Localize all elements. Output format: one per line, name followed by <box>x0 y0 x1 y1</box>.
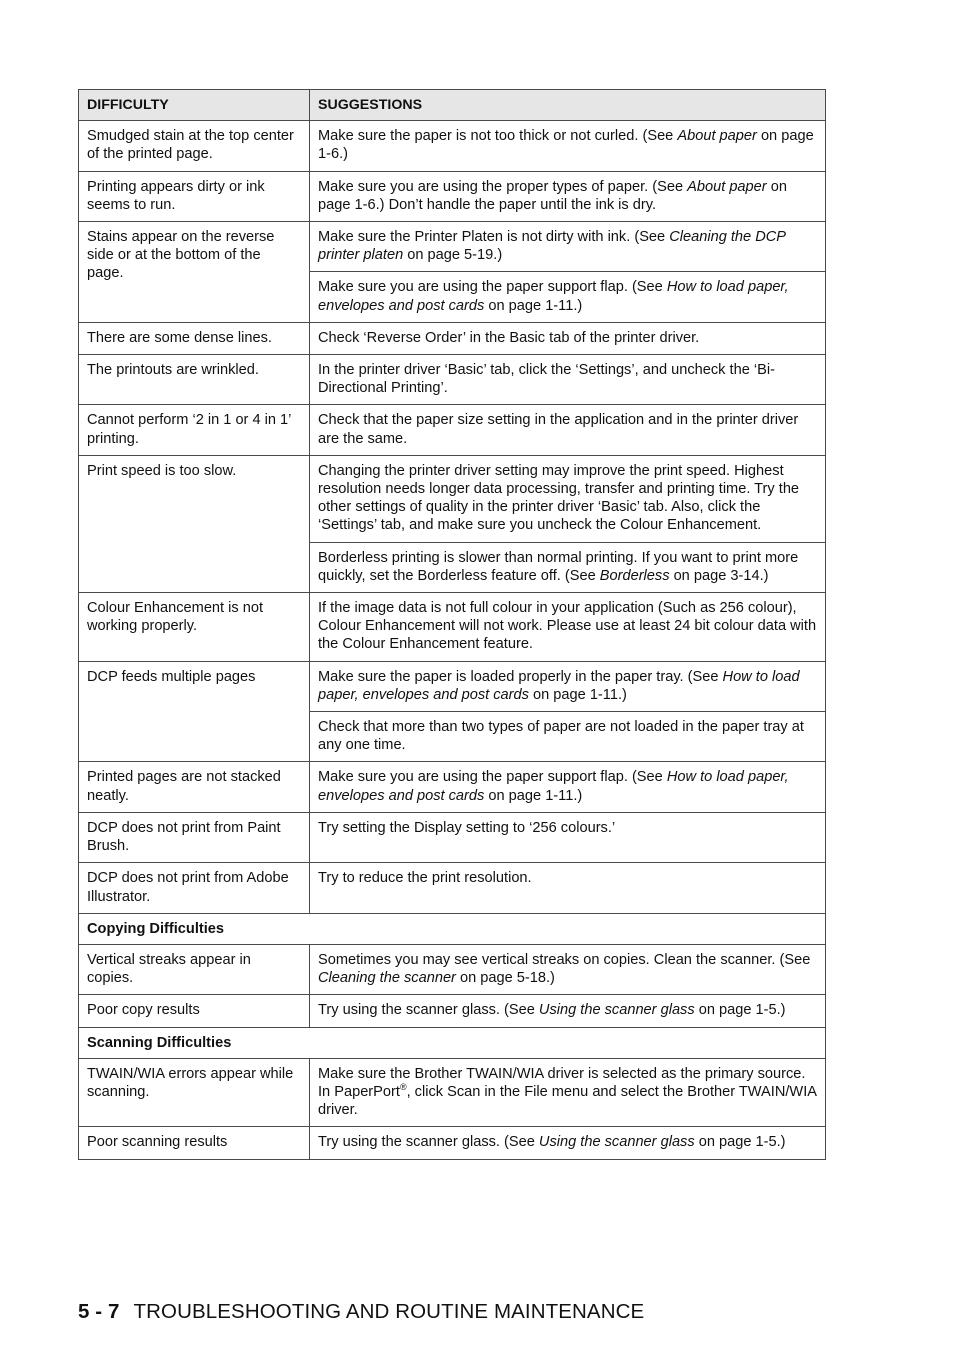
difficulty-cell: DCP does not print from Adobe Illustrator. <box>79 863 310 913</box>
suggestion-text: If the image data is not full colour in your application (Such as 256 colour), Colour Enhancement will not work. Please use at least 24 bit colour data with the Colour Enhancement feature. <box>318 600 817 653</box>
difficulty-cell: Printed pages are not stacked neatly. <box>79 762 310 812</box>
suggestion-text: Make sure the paper is not too thick or not curled. (See <box>318 128 678 145</box>
suggestion-text: Sometimes you may see vertical streaks on copies. Clean the scanner. (See <box>318 951 811 968</box>
suggestion-text: Make sure you are using the proper types of paper. (See <box>318 178 688 195</box>
reference-text: How to load paper, envelopes and post cards <box>318 668 800 703</box>
reference-text: How to load paper, envelopes and post cards <box>318 769 789 804</box>
suggestion-cell <box>310 171 826 221</box>
difficulty-cell: Vertical streaks appear in copies. <box>79 944 310 994</box>
suggestion-cell <box>310 661 826 711</box>
reference-text: Using the scanner glass <box>538 1134 695 1151</box>
reference-text: About paper <box>677 128 757 145</box>
suggestion-text: on page 1-6.) Don’t handle the paper until the ink is dry. <box>318 178 787 213</box>
suggestion-cell <box>310 405 826 455</box>
section-title: Scanning Difficulties <box>79 1027 826 1058</box>
table-row <box>79 1127 826 1159</box>
suggestion-text: Check that more than two types of paper are not loaded in the paper tray at any one time. <box>318 719 804 754</box>
table-row <box>79 812 826 862</box>
suggestion-cell <box>310 222 826 272</box>
suggestion-text: Make sure the Printer Platen is not dirty with ink. (See <box>318 229 670 246</box>
suggestion-text: Borderless printing is slower than normal printing. If you want to print more quickly, set the Borderless feature off. (See <box>318 549 799 584</box>
suggestion-text: on page 1-5.) <box>694 1002 786 1019</box>
suggestion-text: Make sure you are using the paper support flap. (See <box>318 279 667 296</box>
suggestion-cell <box>310 272 826 322</box>
difficulty-cell: Colour Enhancement is not working properly. <box>79 593 310 662</box>
difficulty-cell: TWAIN/WIA errors appear while scanning. <box>79 1058 310 1127</box>
table-row <box>79 121 826 171</box>
header-suggestions: SUGGESTIONS <box>310 90 826 121</box>
section-row <box>79 1027 826 1058</box>
suggestion-cell <box>310 355 826 405</box>
table-row <box>79 355 826 405</box>
table-row <box>79 661 826 711</box>
table-row <box>79 171 826 221</box>
difficulty-cell: Cannot perform ‘2 in 1 or 4 in 1’ printing. <box>79 405 310 455</box>
section-title: Copying Difficulties <box>79 913 826 944</box>
suggestion-cell <box>310 812 826 862</box>
table-body <box>79 121 826 1159</box>
difficulty-cell: DCP does not print from Paint Brush. <box>79 812 310 862</box>
suggestion-text: on page 1-6.) <box>318 128 814 163</box>
suggestion-text: on page 5-19.) <box>403 247 503 264</box>
suggestion-cell <box>310 121 826 171</box>
difficulty-cell: There are some dense lines. <box>79 322 310 354</box>
difficulty-cell: The printouts are wrinkled. <box>79 355 310 405</box>
difficulty-cell: DCP feeds multiple pages <box>79 661 310 762</box>
table-row <box>79 322 826 354</box>
difficulty-cell: Poor scanning results <box>79 1127 310 1159</box>
suggestion-cell <box>310 712 826 762</box>
difficulty-cell: Print speed is too slow. <box>79 455 310 592</box>
table-row <box>79 222 826 272</box>
suggestion-cell <box>310 455 826 542</box>
suggestion-cell <box>310 322 826 354</box>
suggestion-text: Try using the scanner glass. (See <box>318 1002 539 1019</box>
suggestion-text: , click Scan in the File menu and select the Brother TWAIN/WIA driver. <box>318 1083 817 1119</box>
superscript-text: ® <box>399 1082 407 1093</box>
suggestion-text: Changing the printer driver setting may improve the print speed. Highest resolution needs longer data processing, transfer and printing time. Try the other settings of quality in the printer driver ‘Basic’ tab. Also, click the ‘Settings’ tab, and make sure you uncheck the Colour Enhancement. <box>318 462 800 534</box>
difficulty-cell: Printing appears dirty or ink seems to run. <box>79 171 310 221</box>
header-difficulty: DIFFICULTY <box>79 90 310 121</box>
suggestion-cell <box>310 1058 826 1127</box>
page-footer <box>78 1300 644 1324</box>
suggestion-text: Try using the scanner glass. (See <box>318 1134 539 1151</box>
suggestion-cell <box>310 593 826 662</box>
reference-text: About paper <box>687 178 767 195</box>
table-row <box>79 593 826 662</box>
troubleshooting-table <box>78 89 826 1160</box>
reference-text: Borderless <box>599 567 670 584</box>
suggestion-cell <box>310 995 826 1027</box>
difficulty-cell: Smudged stain at the top center of the printed page. <box>79 121 310 171</box>
suggestion-text: on page 3-14.) <box>669 567 769 584</box>
suggestion-text: on page 5-18.) <box>455 970 555 987</box>
section-row <box>79 913 826 944</box>
suggestion-text: on page 1-5.) <box>694 1134 786 1151</box>
page-number: 5 - 7 <box>78 1300 120 1323</box>
suggestion-text: In the printer driver ‘Basic’ tab, click the ‘Settings’, and uncheck the ‘Bi-Directional Printing’. <box>318 362 775 397</box>
table-row <box>79 863 826 913</box>
suggestion-cell <box>310 863 826 913</box>
suggestion-text: Make sure the paper is loaded properly in the paper tray. (See <box>318 668 723 685</box>
suggestion-cell <box>310 762 826 812</box>
reference-text: Cleaning the scanner <box>318 970 456 987</box>
table-row <box>79 1058 826 1127</box>
suggestion-text: Make sure you are using the paper support flap. (See <box>318 769 667 786</box>
chapter-title: TROUBLESHOOTING AND ROUTINE MAINTENANCE <box>133 1300 645 1323</box>
suggestion-text: on page 1-11.) <box>528 686 627 703</box>
difficulty-cell: Stains appear on the reverse side or at the bottom of the page. <box>79 222 310 323</box>
suggestion-text: Try setting the Display setting to ‘256 colours.’ <box>318 819 616 836</box>
reference-text: Using the scanner glass <box>538 1002 695 1019</box>
table-row <box>79 455 826 542</box>
suggestion-cell <box>310 542 826 592</box>
suggestion-text: on page 1-11.) <box>484 787 583 804</box>
reference-text: How to load paper, envelopes and post cards <box>318 279 789 314</box>
reference-text: Cleaning the DCP printer platen <box>318 229 786 264</box>
suggestion-text: Make sure the Brother TWAIN/WIA driver is selected as the primary source. In PaperPort <box>318 1065 806 1100</box>
table-row <box>79 944 826 994</box>
table-header-row <box>79 90 826 121</box>
table-row <box>79 995 826 1027</box>
suggestion-text: Check that the paper size setting in the application and in the printer driver are the same. <box>318 412 799 447</box>
table-row <box>79 762 826 812</box>
difficulty-cell: Poor copy results <box>79 995 310 1027</box>
table-row <box>79 405 826 455</box>
suggestion-cell <box>310 1127 826 1159</box>
suggestion-cell <box>310 944 826 994</box>
suggestion-text: Check ‘Reverse Order’ in the Basic tab of the printer driver. <box>318 329 700 346</box>
suggestion-text: on page 1-11.) <box>484 297 583 314</box>
suggestion-text: Try to reduce the print resolution. <box>318 870 532 887</box>
